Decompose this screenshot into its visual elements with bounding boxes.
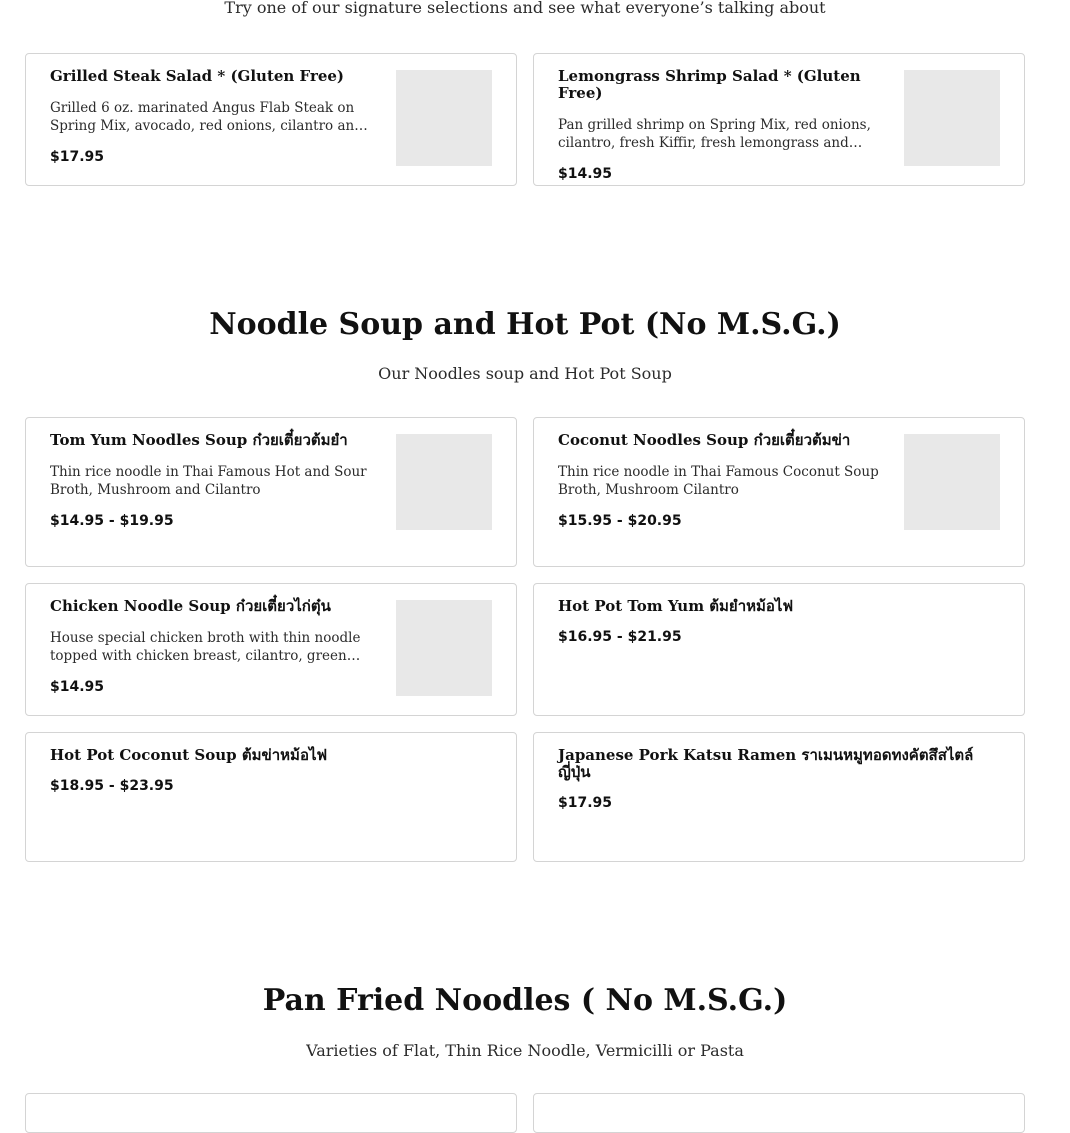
- menu-item-description: Grilled 6 oz. marinated Angus Flab Steak on Spring Mix, avocado, red onions, cilantro and: [50, 100, 363, 134]
- menu-item-name: Japanese Pork Katsu Ramen ราเมนหมูทอดทงคัตสึสไตล์ญี่ปุ่น: [558, 746, 974, 781]
- section-title-noodle-soup: Noodle Soup and Hot Pot (No M.S.G.): [209, 307, 841, 342]
- menu-item-description: House special chicken broth with thin noodle topped with chicken breast, cilantro, green: [50, 630, 361, 664]
- menu-item-name: Hot Pot Tom Yum ต้มยำหม้อไฟ: [558, 597, 794, 615]
- menu-item-card[interactable]: [25, 53, 517, 186]
- menu-item-name: Hot Pot Coconut Soup ต้มข่าหม้อไฟ: [50, 746, 328, 764]
- food-photo-placeholder: [396, 434, 492, 530]
- menu-item-card[interactable]: [25, 1093, 517, 1133]
- menu-item-description: Thin rice noodle in Thai Famous Coconut Soup Broth, Mushroom Cilantro: [558, 464, 879, 498]
- menu-item-card[interactable]: [25, 417, 517, 567]
- menu-item-name: Chicken Noodle Soup ก๋วยเตี๋ยวไก่ตุ๋น: [50, 597, 331, 615]
- menu-item-card[interactable]: [533, 732, 1025, 862]
- menu-item-card[interactable]: [533, 417, 1025, 567]
- menu-item-price: $14.95: [558, 166, 613, 182]
- menu-item-price: $14.95 - $19.95: [50, 513, 174, 529]
- section-title-pan-fried: Pan Fried Noodles ( No M.S.G.): [262, 983, 788, 1018]
- menu-item-card[interactable]: [533, 583, 1025, 716]
- menu-item-description: Thin rice noodle in Thai Famous Hot and Sour Broth, Mushroom and Cilantro: [50, 464, 367, 498]
- section-subtitle-noodle-soup: Our Noodles soup and Hot Pot Soup: [378, 364, 672, 383]
- salads-subtitle: Try one of our signature selections and see what everyone’s talking about: [224, 0, 826, 17]
- menu-item-price: $18.95 - $23.95: [50, 778, 174, 794]
- food-photo-placeholder: [904, 434, 1000, 530]
- menu-item-description: Pan grilled shrimp on Spring Mix, red onions, cilantro, fresh Kiffir, fresh lemongrass and: [558, 117, 871, 151]
- menu-item-name: Grilled Steak Salad * (Gluten Free): [50, 67, 345, 85]
- menu-item-price: $17.95: [558, 795, 613, 811]
- menu-item-name: Tom Yum Noodles Soup ก๋วยเตี๋ยวต้มยำ: [50, 431, 348, 449]
- food-photo-placeholder: [396, 70, 492, 166]
- menu-item-card[interactable]: [533, 53, 1025, 186]
- food-photo-placeholder: [396, 600, 492, 696]
- menu-item-price: $17.95: [50, 149, 105, 165]
- menu-item-price: $16.95 - $21.95: [558, 629, 682, 645]
- menu-item-card[interactable]: [25, 583, 517, 716]
- menu-item-price: $14.95: [50, 679, 105, 695]
- menu-item-card[interactable]: [25, 732, 517, 862]
- section-subtitle-pan-fried: Varieties of Flat, Thin Rice Noodle, Vermicilli or Pasta: [306, 1041, 744, 1060]
- menu-item-name: Lemongrass Shrimp Salad * (Gluten Free): [558, 67, 861, 102]
- food-photo-placeholder: [904, 70, 1000, 166]
- menu-item-name: Coconut Noodles Soup ก๋วยเตี๋ยวต้มข่า: [558, 431, 851, 449]
- menu-item-card[interactable]: [533, 1093, 1025, 1133]
- menu-item-price: $15.95 - $20.95: [558, 513, 682, 529]
